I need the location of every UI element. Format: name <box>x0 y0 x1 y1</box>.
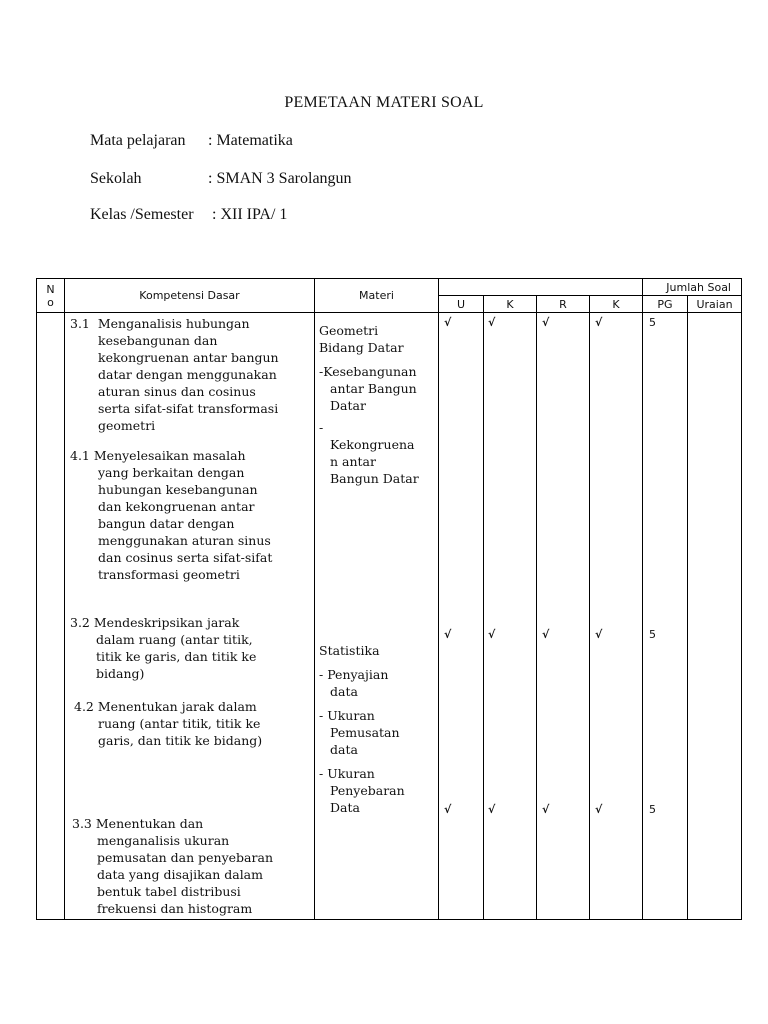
header-materi: Materi <box>315 279 439 313</box>
header-no <box>37 279 65 313</box>
check-k1: √ <box>488 803 496 816</box>
check-r: √ <box>542 628 550 641</box>
pg-count: 5 <box>649 803 656 816</box>
cell-u <box>439 313 484 920</box>
header-pg: PG <box>643 296 688 313</box>
info-label-class: Kelas /Semester <box>90 206 194 223</box>
cell-k2 <box>590 313 643 920</box>
cell-no <box>37 313 65 920</box>
check-u: √ <box>444 803 452 816</box>
cell-r <box>537 313 590 920</box>
materi-geometri: Geometri Bidang Datar -Kesebangunan antar Bangun Datar - Kekongruena n antar Bangun Datar <box>319 323 419 486</box>
header-k1: K <box>484 296 537 313</box>
check-k2: √ <box>595 803 603 816</box>
kd-3-1: 3.1 Menganalisis hubungan kesebangunan dan kekongruenan antar bangun datar dengan menggunakan aturan sinus dan cosinus serta sifat-sifat transformasi geometri <box>70 316 279 433</box>
header-kompetensi: Kompetensi Dasar <box>65 279 315 313</box>
header-no-line2: o <box>47 295 54 309</box>
check-k1: √ <box>488 628 496 641</box>
check-k2: √ <box>595 316 603 329</box>
page-title: PEMETAAN MATERI SOAL <box>284 94 484 111</box>
cell-uraian <box>688 313 742 920</box>
header-u: U <box>439 296 484 313</box>
header-r: R <box>537 296 590 313</box>
kd-4-2: 4.2 Menentukan jarak dalam ruang (antar titik, titik ke garis, dan titik ke bidang) <box>74 699 263 748</box>
kd-code: 3.1 <box>70 316 90 331</box>
check-k2: √ <box>595 628 603 641</box>
info-label-subject: Mata pelajaran <box>90 132 186 149</box>
check-r: √ <box>542 803 550 816</box>
kd-3-3: 3.3 Menentukan dan menganalisis ukuran pemusatan dan penyebaran data yang disajikan dalam bentuk tabel distribusi frekuensi dan histogram <box>72 816 273 916</box>
info-label-school: Sekolah <box>90 170 142 187</box>
check-k1: √ <box>488 316 496 329</box>
pg-count: 5 <box>649 316 656 329</box>
header-no-line1: N <box>46 282 55 296</box>
pg-count: 5 <box>649 628 656 641</box>
info-value-subject: : Matematika <box>208 132 293 149</box>
header-k2: K <box>590 296 643 313</box>
kd-3-2: 3.2 Mendeskripsikan jarak dalam ruang (antar titik, titik ke garis, dan titik ke bidang) <box>70 615 257 681</box>
check-r: √ <box>542 316 550 329</box>
check-u: √ <box>444 628 452 641</box>
header-blank <box>439 279 643 296</box>
materi-statistika: Statistika - Penyajian data - Ukuran Pemusatan data - Ukuran Penyebaran Data <box>319 643 405 815</box>
header-uraian: Uraian <box>688 296 742 313</box>
cell-pg <box>643 313 688 920</box>
header-jumlah-soal: Jumlah Soal <box>643 279 742 296</box>
kd-4-1: 4.1 Menyelesaikan masalah yang berkaitan dengan hubungan kesebangunan dan kekongruenan antar bangun datar dengan menggunakan aturan sinus dan cosinus serta sifat-sifat transformasi geometri <box>70 448 273 582</box>
check-u: √ <box>444 316 452 329</box>
cell-k1 <box>484 313 537 920</box>
info-value-school: : SMAN 3 Sarolangun <box>208 170 352 187</box>
info-value-class: : XII IPA/ 1 <box>212 206 288 223</box>
